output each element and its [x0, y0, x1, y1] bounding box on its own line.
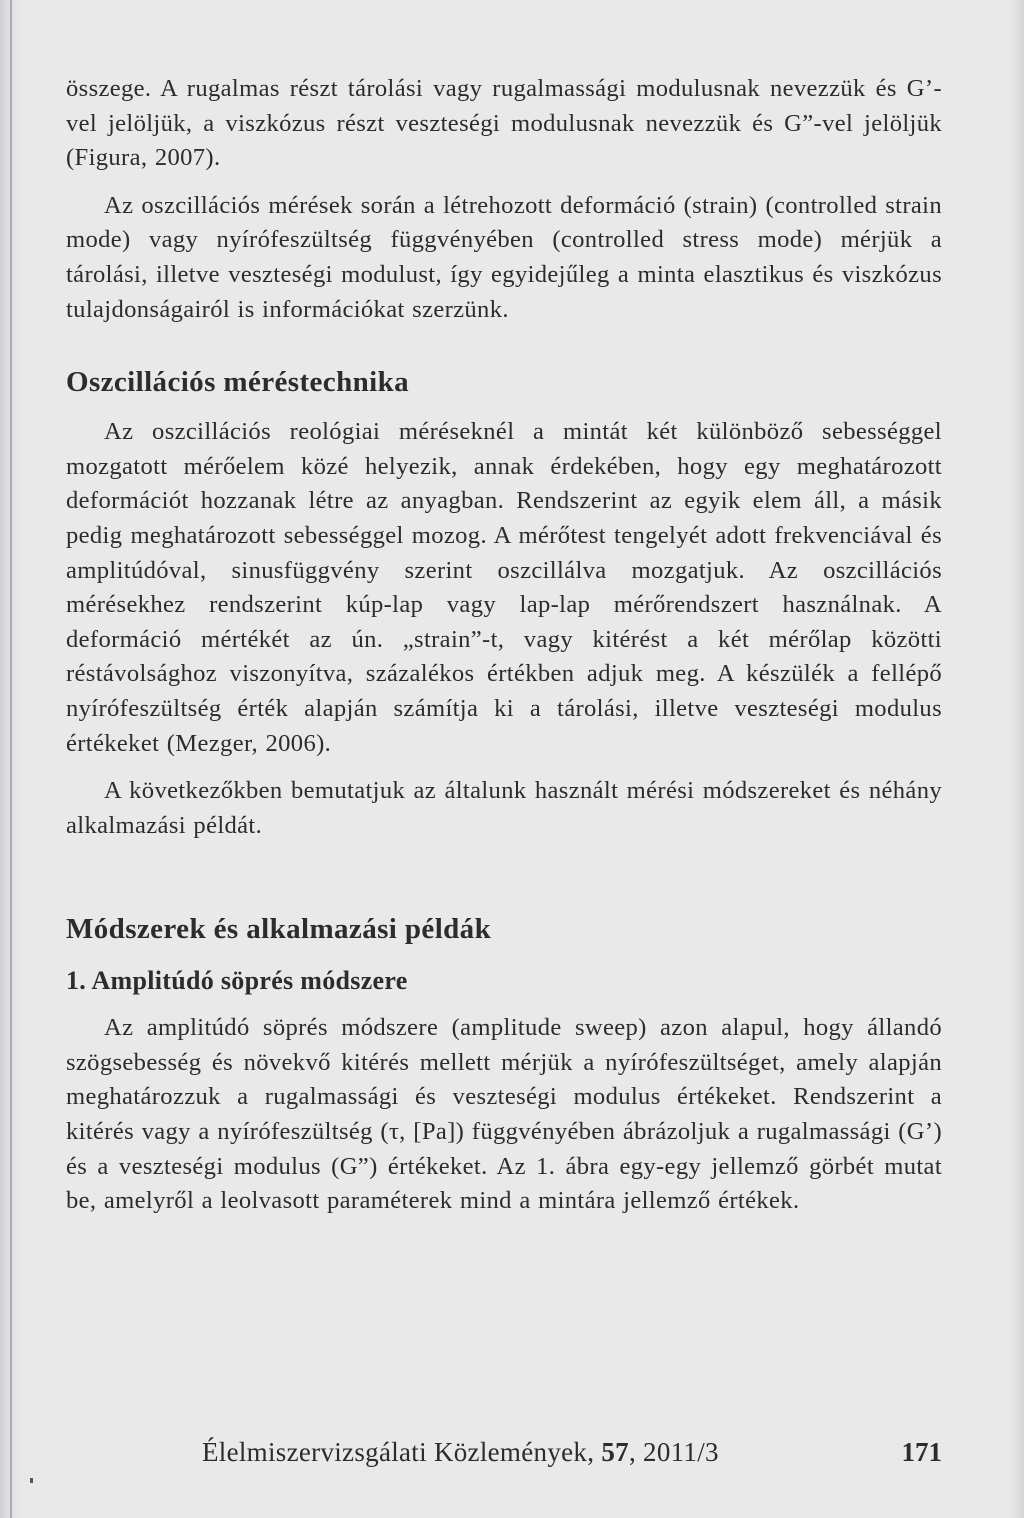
page-number: 171	[901, 1437, 942, 1467]
paragraph-oscillation-measurements: Az oszcillációs mérések során a létrehozott deformáció (strain) (controlled strain mode) vagy nyírófeszültség függvényében (controlled stress mode) mérjük a tárolási, illetve veszteségi modulust, így egyidejűleg a minta elasztikus és viszkózus tulajdonságairól is információkat szerzünk.	[66, 191, 942, 323]
scan-speck	[30, 1478, 33, 1483]
paragraph-following-methods: A következőkben bemutatjuk az általunk használt mérési módszereket és néhány alkalmazási példát.	[66, 777, 942, 839]
page-binding-shadow	[0, 0, 30, 1518]
page-content	[66, 72, 942, 1219]
page-footer	[202, 1432, 942, 1472]
subsection-heading-amplitude-sweep: 1. Amplitúdó söprés módszere	[66, 966, 408, 996]
footer-volume: 57	[601, 1437, 629, 1467]
page-binding-line	[10, 0, 12, 1518]
footer-journal-name: Élelmiszervizsgálati Közlemények,	[202, 1437, 595, 1467]
paragraph-amplitude-sweep: Az amplitúdó söprés módszere (amplitude sweep) azon alapul, hogy állandó szögsebesség és növekvő kitérés mellett mérjük a nyírófeszültséget, amely alapján meghatározzuk a rugalmassági és veszteségi modulus értékeket. Rendszerint a kitérés vagy a nyírófeszültség (τ, [Pa]) függvényében ábrázoljuk a rugalmassági (G’) és a veszteségi modulus (G”) értékeket. Az 1. ábra egy-egy jellemző görbét mutat be, amelyről a leolvasott paraméterek mind a mintára jellemző értékek.	[66, 1014, 942, 1215]
section-heading-oscillation-technique: Oszcillációs méréstechnika	[66, 366, 410, 399]
paragraph-continuation: összege. A rugalmas részt tárolási vagy rugalmassági modulusnak nevezzük és G’-vel jelöljük, a viszkózus részt veszteségi modulusnak nevezzük és G”-vel jelöljük (Figura, 2007).	[66, 75, 942, 172]
section-heading-methods-examples: Módszerek és alkalmazási példák	[66, 913, 492, 946]
footer-journal-citation	[202, 1432, 719, 1472]
page-right-shadow	[1010, 0, 1024, 1518]
paragraph-oscillation-technique: Az oszcillációs reológiai méréseknél a mintát két különböző sebességgel mozgatott mérőelem közé helyezik, annak érdekében, hogy egy meghatározott deformációt hozzanak létre az anyagban. Rendszerint az egyik elem áll, a másik pedig meghatározott sebességgel mozog. A mérőtest tengelyét adott frekvenciával és amplitúdóval, sinusfüggvény szerint oszcillálva mozgatjuk. Az oszcillációs mérésekhez rendszerint kúp-lap vagy lap-lap mérőrendszert használnak. A deformáció mértékét az ún. „strain”-t, vagy kitérést a két mérőlap közötti réstávolsághoz viszonyítva, százalékos értékben adjuk meg. A készülék a fellépő nyírófeszültség érték alapján számítja ki a tárolási, illetve veszteségi modulus értékeket (Mezger, 2006).	[66, 418, 942, 757]
footer-issue: , 2011/3	[628, 1437, 719, 1467]
